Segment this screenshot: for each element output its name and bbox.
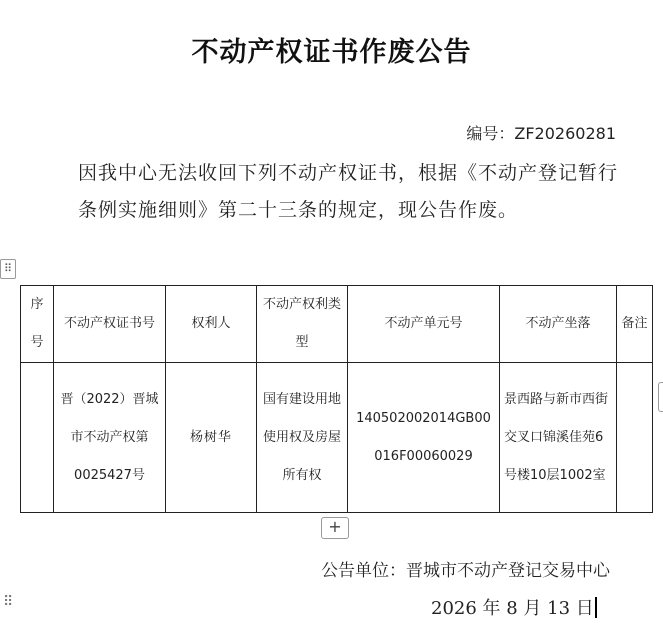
- date-text: 2026 年 8 月 13 日: [431, 598, 594, 619]
- paragraph-drag-handle-icon[interactable]: ⠿: [3, 594, 14, 610]
- cell-cert-no[interactable]: 晋（2022）晋城市不动产权第0025427号: [54, 363, 166, 513]
- header-remark[interactable]: 备注: [617, 286, 653, 363]
- date-line[interactable]: [431, 594, 597, 620]
- cell-right-type[interactable]: 国有建设用地使用权及房屋所有权: [257, 363, 348, 513]
- cell-holder[interactable]: 杨树华: [166, 363, 257, 513]
- table-header-row: [21, 286, 653, 363]
- header-index[interactable]: 序号: [21, 286, 54, 363]
- cell-index[interactable]: [21, 363, 54, 513]
- header-unit-no[interactable]: 不动产单元号: [348, 286, 500, 363]
- header-right-type[interactable]: 不动产权利类型: [257, 286, 348, 363]
- certificate-table: [20, 285, 653, 513]
- header-cert-no[interactable]: 不动产权证书号: [54, 286, 166, 363]
- serial-number: 编号：ZF20260281: [466, 124, 616, 143]
- header-holder[interactable]: 权利人: [166, 286, 257, 363]
- text-cursor: [595, 597, 597, 618]
- header-location[interactable]: 不动产坐落: [500, 286, 617, 363]
- cell-unit-no[interactable]: 140502002014GB00016F00060029: [348, 363, 500, 513]
- notice-body[interactable]: 因我中心无法收回下列不动产权证书，根据《不动产登记暂行条例实施细则》第二十三条的规定，现公告作废。: [78, 162, 619, 221]
- notice-title: 不动产权证书作废公告: [191, 37, 472, 68]
- cell-remark[interactable]: [617, 363, 653, 513]
- issuer-line[interactable]: 公告单位：晋城市不动产登记交易中心: [321, 561, 610, 581]
- table-row: [21, 363, 653, 513]
- add-row-button[interactable]: +: [321, 517, 349, 539]
- table-drag-handle-icon[interactable]: ⠿: [0, 259, 16, 279]
- cell-location[interactable]: 景西路与新市西街交叉口锦溪佳苑6号楼10层1002室: [500, 363, 617, 513]
- column-resize-handle[interactable]: [658, 382, 663, 412]
